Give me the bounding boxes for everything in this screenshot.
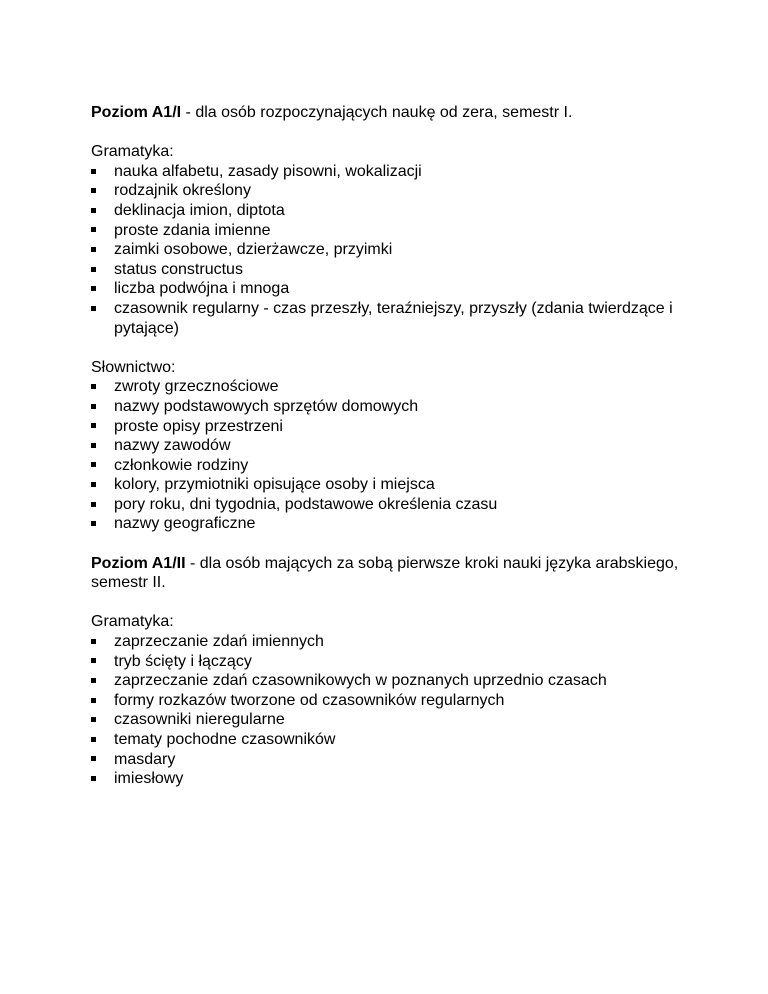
level1-vocabulary-list [91,377,691,534]
square-bullet-icon [91,443,96,448]
list-item: członkowie rodziny [91,456,691,476]
list-item: nazwy zawodów [91,436,691,456]
square-bullet-icon [91,247,96,252]
level1-vocabulary-section [91,358,691,534]
square-bullet-icon [91,756,96,761]
level2-heading-section [91,554,691,593]
square-bullet-icon [91,502,96,507]
square-bullet-icon [91,188,96,193]
square-bullet-icon [91,208,96,213]
list-item: formy rozkazów tworzone od czasowników regularnych [91,691,691,711]
level2-grammar-label: Gramatyka: [91,613,174,631]
square-bullet-icon [91,227,96,232]
level1-grammar-list [91,162,691,338]
square-bullet-icon [91,521,96,526]
list-item: liczba podwójna i mnoga [91,279,691,299]
level1-grammar-label: Gramatyka: [91,143,174,161]
level1-description: - dla osób rozpoczynających naukę od zera, semestr I. [181,104,573,121]
level2-grammar-list [91,632,691,789]
square-bullet-icon [91,169,96,174]
level1-title: Poziom A1/I [91,104,182,121]
list-item: nazwy geograficzne [91,514,691,534]
document-page [91,103,691,789]
square-bullet-icon [91,462,96,467]
square-bullet-icon [91,384,96,389]
list-item: masdary [91,750,691,770]
level2-grammar-section [91,612,691,788]
square-bullet-icon [91,267,96,272]
list-item: zaprzeczanie zdań imiennych [91,632,691,652]
square-bullet-icon [91,737,96,742]
level2-description: - dla osób mających za sobą pierwsze kroki nauki języka arabskiego, semestr II. [91,554,679,592]
square-bullet-icon [91,423,96,428]
list-item: nazwy podstawowych sprzętów domowych [91,397,691,417]
list-item: czasownik regularny - czas przeszły, teraźniejszy, przyszły (zdania twierdzące i pytające) [91,299,691,338]
list-item: status constructus [91,260,691,280]
square-bullet-icon [91,306,96,311]
square-bullet-icon [91,639,96,644]
list-item: proste opisy przestrzeni [91,417,691,437]
list-item: zaimki osobowe, dzierżawcze, przyimki [91,240,691,260]
level1-grammar-section [91,142,691,338]
list-item: zwroty grzecznościowe [91,377,691,397]
list-item: zaprzeczanie zdań czasownikowych w poznanych uprzednio czasach [91,671,691,691]
square-bullet-icon [91,658,96,663]
square-bullet-icon [91,776,96,781]
list-item: imiesłowy [91,769,691,789]
level1-vocabulary-label: Słownictwo: [91,358,176,376]
square-bullet-icon [91,286,96,291]
list-item: rodzajnik określony [91,181,691,201]
list-item: kolory, przymiotniki opisujące osoby i miejsca [91,475,691,495]
square-bullet-icon [91,404,96,409]
level1-heading [91,103,691,123]
level2-heading [91,554,691,593]
list-item: nauka alfabetu, zasady pisowni, wokalizacji [91,162,691,182]
list-item: tematy pochodne czasowników [91,730,691,750]
list-item: deklinacja imion, diptota [91,201,691,221]
square-bullet-icon [91,482,96,487]
list-item: czasowniki nieregularne [91,710,691,730]
square-bullet-icon [91,717,96,722]
square-bullet-icon [91,678,96,683]
list-item: tryb ścięty i łączący [91,652,691,672]
level2-title: Poziom A1/II [91,554,186,572]
square-bullet-icon [91,698,96,703]
list-item: proste zdania imienne [91,221,691,241]
list-item: pory roku, dni tygodnia, podstawowe określenia czasu [91,495,691,515]
